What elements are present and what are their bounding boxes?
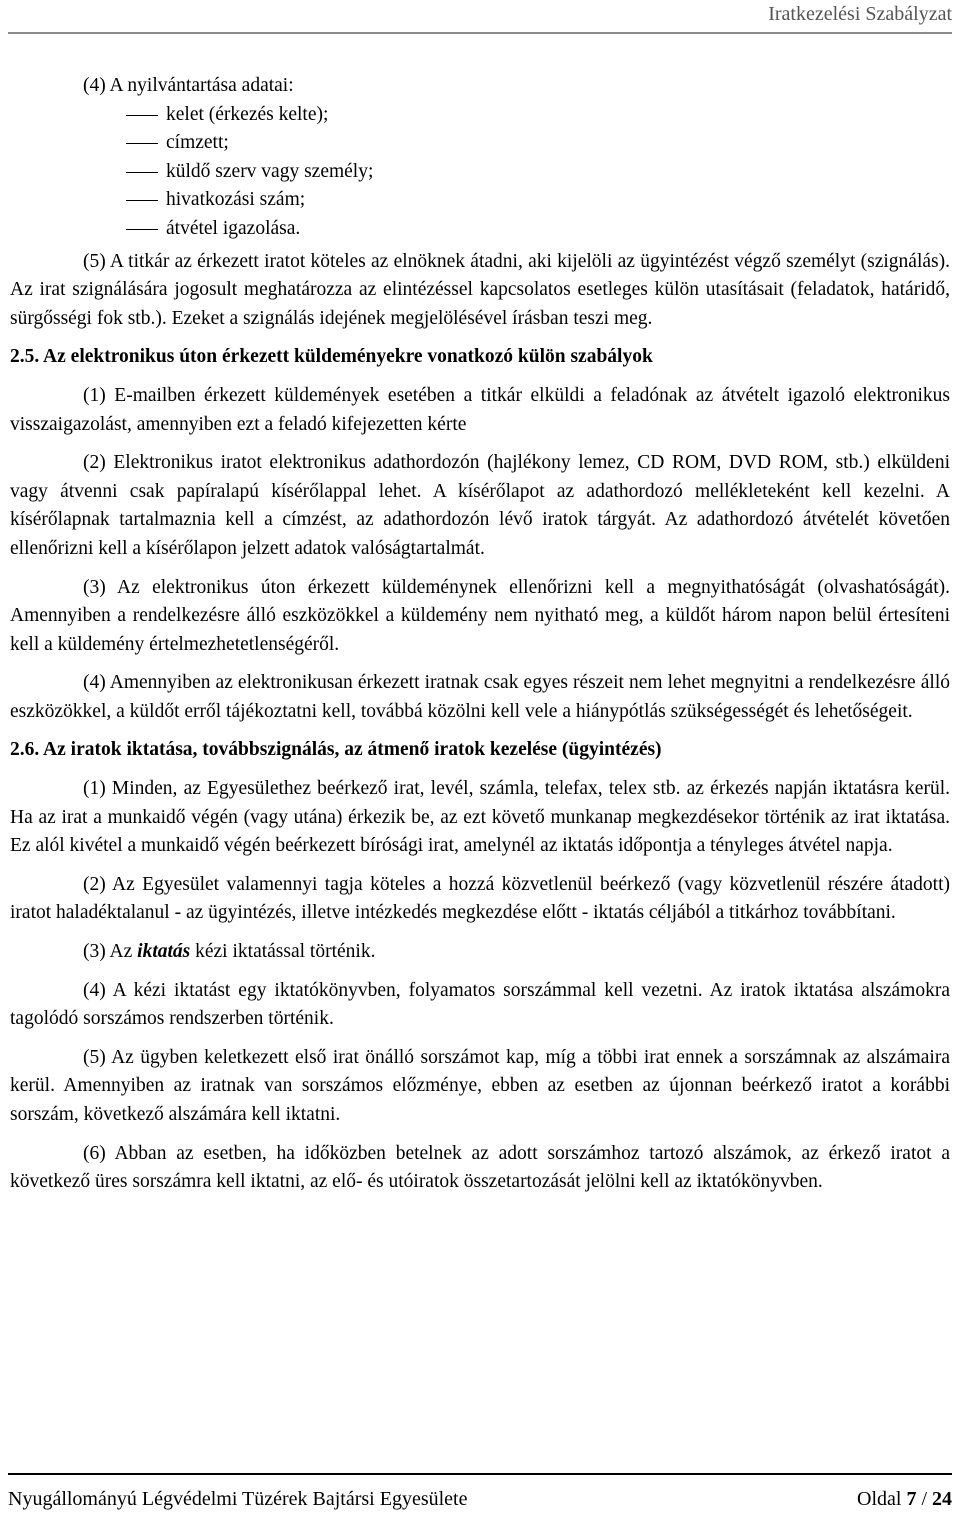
page-separator: / (921, 1488, 927, 1510)
paragraph: (1) Minden, az Egyesülethez beérkező irat, levél, számla, telefax, telex stb. az érkezés napján iktatásra kerül. Ha az irat a munkaidő végén (vagy utána) érkezik be, az ezt követő munkanap megkezdésekor történik az irat iktatása. Ez alól kivétel a munkaidő végén beérkezett bírósági irat, amelynél az iktatás időpontja a tényleges átvétel napja. (10, 778, 950, 857)
list-item: hivatkozási szám; (166, 186, 950, 215)
page-total: 24 (932, 1488, 952, 1510)
section-heading: 2.6. Az iratok iktatása, továbbszignálás, az átmenő iratok kezelése (ügyintézés) (10, 739, 662, 761)
paragraph: (4) A kézi iktatást egy iktatókönyvben, folyamatos sorszámmal kell vezetni. Az iratok iktatása alszámokra tagolódó sorszámos rendszerben történik. (10, 979, 950, 1030)
paragraph: (5) Az ügyben keletkezett első irat önálló sorszámot kap, míg a többi irat ennek a sorszámnak az alszámaira kerül. Amennyiben az iratnak van sorszámos előzménye, ebben az esetben az újonnan beérkező iratot a korábbi sorszám, következő alszámára kell iktatni. (10, 1046, 950, 1125)
paragraph: (5) A titkár az érkezett iratot köteles az elnöknek átadni, aki kijelöli az ügyintézést végző személyt (szignálás). Az irat szignálására jogosult meghatározza az elintézéssel kapcsolatos esetleges külön utasításait (feladatok, határidő, sürgősségi fok stb.). Ezeket a szignálás idejének megjelölésével írásban teszi meg. (10, 250, 950, 329)
data-field-list (10, 101, 950, 244)
paragraph: (1) E-mailben érkezett küldemények esetében a titkár elküldi a feladónak az átvételt igazoló elektronikus visszaigazolást, amennyiben ezt a feladó kifejezetten kérte (10, 384, 950, 435)
header-divider (8, 32, 952, 34)
paragraph: (3) Az elektronikus úton érkezett küldeménynek ellenőrizni kell a megnyithatóságát (olvashatóságát). Amennyiben a rendelkezésre álló eszközökkel a küldemény nem nyitható meg, a küldőt három napon belül értesíteni kell a küldemény értelmezhetetlenségéről. (10, 576, 950, 655)
document-body (10, 72, 950, 1197)
footer-divider (8, 1473, 952, 1475)
paragraph (10, 938, 950, 967)
page-number (857, 1485, 952, 1513)
text-fragment: kézi iktatással történik. (190, 941, 376, 963)
list-item: címzett; (166, 129, 950, 158)
paragraph: (2) Az Egyesület valamennyi tagja köteles a hozzá közvetlenül beérkező (vagy közvetlenül részére átadott) iratot haladéktalanul - az ügyintézés, illetve intézkedés megkezdése előtt - iktatás céljából a titkárhoz továbbítani. (10, 873, 950, 924)
list-item: kelet (érkezés kelte); (166, 101, 950, 130)
page-header: Iratkezelési Szabályzat (768, 3, 952, 25)
paragraph: (2) Elektronikus iratot elektronikus adathordozón (hajlékony lemez, CD ROM, DVD ROM, stb.) elküldeni vagy átvenni csak papíralapú kísérőlappal lehet. A kísérőlapot az adathordozó mellékleteként kell kezelni. A kísérőlapnak tartalmaznia kell a címzést, az adathordozón lévő iratok tárgyát. Az adathordozó átvételét követően ellenőrizni kell a kísérőlapon jelzett adatok valóságtartalmát. (10, 452, 950, 559)
emphasis: iktatás (137, 941, 191, 963)
section-4-title: (4) A nyilvántartása adatai: (83, 75, 294, 96)
list-item: küldő szerv vagy személy; (166, 158, 950, 187)
section-heading: 2.5. Az elektronikus úton érkezett küldeményekre vonatkozó külön szabályok (10, 346, 653, 368)
page-current: 7 (906, 1488, 917, 1510)
paragraph: (6) Abban az esetben, ha időközben betelnek az adott sorszámhoz tartozó alszámok, az érkező iratot a következő üres sorszámra kell iktatni, az elő- és utóiratok összetartozását jelölni kell az iktatókönyvben. (10, 1142, 950, 1193)
text-fragment: (3) Az (83, 941, 138, 963)
page-label: Oldal (857, 1488, 902, 1510)
organization-name: Nyugállományú Légvédelmi Tüzérek Bajtársi Egyesülete (8, 1488, 468, 1510)
paragraph: (4) Amennyiben az elektronikusan érkezett iratnak csak egyes részeit nem lehet megnyitni a rendelkezésre álló eszközökkel, a küldőt erről tájékoztatni kell, továbbá közölni kell vele a hiánypótlás szükségességét és lehetőségeit. (10, 672, 950, 722)
list-item: átvétel igazolása. (166, 215, 950, 244)
